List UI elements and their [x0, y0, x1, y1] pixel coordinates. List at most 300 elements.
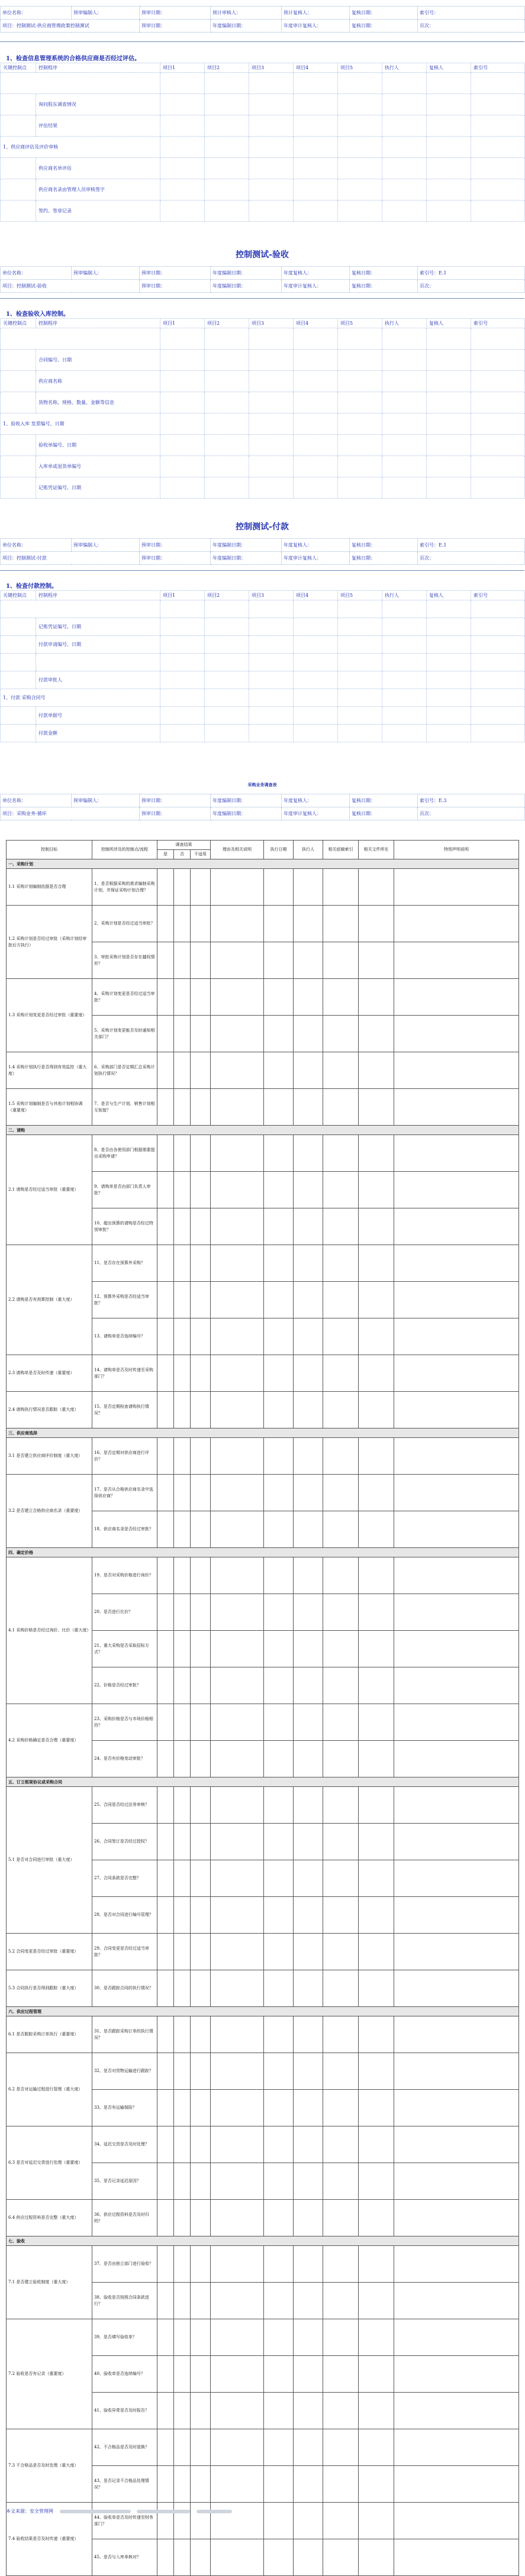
empty-cell[interactable] — [264, 1282, 294, 1318]
empty-cell[interactable] — [394, 1824, 519, 1860]
empty-cell[interactable] — [211, 1318, 264, 1355]
empty-cell[interactable] — [211, 1824, 264, 1860]
empty-cell[interactable] — [211, 2466, 264, 2503]
empty-cell[interactable] — [191, 2539, 211, 2576]
empty-cell[interactable] — [264, 1594, 294, 1631]
empty-cell[interactable] — [394, 1860, 519, 1897]
empty-cell[interactable] — [191, 1511, 211, 1548]
empty-cell[interactable] — [191, 2393, 211, 2429]
empty-cell[interactable] — [211, 2246, 264, 2283]
empty-cell[interactable] — [323, 1052, 359, 1089]
empty-cell[interactable] — [394, 1052, 519, 1089]
empty-cell[interactable] — [191, 2016, 211, 2053]
empty-cell[interactable] — [264, 1631, 294, 1667]
empty-cell[interactable] — [191, 869, 211, 906]
empty-cell[interactable] — [394, 1355, 519, 1392]
empty-cell[interactable] — [211, 1245, 264, 1282]
empty-cell[interactable] — [174, 1594, 191, 1631]
empty-cell[interactable] — [294, 2466, 323, 2503]
empty-cell[interactable] — [211, 1392, 264, 1428]
empty-cell[interactable] — [323, 979, 359, 1016]
empty-cell[interactable] — [157, 2429, 174, 2466]
empty-cell[interactable] — [323, 2503, 359, 2539]
empty-cell[interactable] — [211, 1208, 264, 1245]
empty-cell[interactable] — [294, 906, 323, 942]
empty-cell[interactable] — [174, 1135, 191, 1172]
empty-cell[interactable] — [211, 1511, 264, 1548]
empty-cell[interactable] — [394, 979, 519, 1016]
empty-cell[interactable] — [264, 2356, 294, 2393]
empty-cell[interactable] — [174, 2016, 191, 2053]
empty-cell[interactable] — [191, 942, 211, 979]
empty-cell[interactable] — [264, 869, 294, 906]
empty-cell[interactable] — [174, 2163, 191, 2200]
empty-cell[interactable] — [264, 1667, 294, 1704]
empty-cell[interactable] — [211, 1860, 264, 1897]
empty-cell[interactable] — [191, 1824, 211, 1860]
empty-cell[interactable] — [157, 1355, 174, 1392]
empty-cell[interactable] — [157, 1824, 174, 1860]
empty-cell[interactable] — [174, 1970, 191, 2007]
empty-cell[interactable] — [174, 1824, 191, 1860]
empty-cell[interactable] — [294, 1135, 323, 1172]
empty-cell[interactable] — [211, 1475, 264, 1511]
empty-cell[interactable] — [359, 2429, 394, 2466]
empty-cell[interactable] — [174, 1860, 191, 1897]
empty-cell[interactable] — [174, 1172, 191, 1208]
empty-cell[interactable] — [174, 2539, 191, 2576]
empty-cell[interactable] — [294, 1016, 323, 1052]
empty-cell[interactable] — [264, 1318, 294, 1355]
empty-cell[interactable] — [157, 1511, 174, 1548]
empty-cell[interactable] — [394, 1594, 519, 1631]
empty-cell[interactable] — [264, 1135, 294, 1172]
empty-cell[interactable] — [174, 1704, 191, 1741]
empty-cell[interactable] — [264, 2090, 294, 2126]
empty-cell[interactable] — [264, 906, 294, 942]
empty-cell[interactable] — [359, 1667, 394, 1704]
empty-cell[interactable] — [157, 2393, 174, 2429]
empty-cell[interactable] — [174, 1052, 191, 1089]
empty-cell[interactable] — [359, 2356, 394, 2393]
empty-cell[interactable] — [394, 1557, 519, 1594]
empty-cell[interactable] — [157, 906, 174, 942]
empty-cell[interactable] — [359, 1318, 394, 1355]
empty-cell[interactable] — [394, 1741, 519, 1777]
empty-cell[interactable] — [294, 2319, 323, 2356]
empty-cell[interactable] — [157, 2356, 174, 2393]
empty-cell[interactable] — [191, 1016, 211, 1052]
empty-cell[interactable] — [359, 1824, 394, 1860]
empty-cell[interactable] — [191, 2126, 211, 2163]
empty-cell[interactable] — [323, 2466, 359, 2503]
empty-cell[interactable] — [211, 942, 264, 979]
empty-cell[interactable] — [323, 1475, 359, 1511]
empty-cell[interactable] — [359, 2283, 394, 2319]
empty-cell[interactable] — [211, 1355, 264, 1392]
empty-cell[interactable] — [294, 1052, 323, 1089]
empty-cell[interactable] — [323, 1016, 359, 1052]
empty-cell[interactable] — [359, 1934, 394, 1970]
empty-cell[interactable] — [359, 1594, 394, 1631]
empty-cell[interactable] — [174, 2200, 191, 2236]
empty-cell[interactable] — [323, 1787, 359, 1824]
empty-cell[interactable] — [394, 1970, 519, 2007]
empty-cell[interactable] — [323, 1172, 359, 1208]
empty-cell[interactable] — [174, 1318, 191, 1355]
empty-cell[interactable] — [191, 1631, 211, 1667]
empty-cell[interactable] — [264, 1511, 294, 1548]
empty-cell[interactable] — [211, 1594, 264, 1631]
empty-cell[interactable] — [211, 2090, 264, 2126]
empty-cell[interactable] — [211, 2126, 264, 2163]
empty-cell[interactable] — [394, 2466, 519, 2503]
empty-cell[interactable] — [264, 1860, 294, 1897]
empty-cell[interactable] — [174, 1631, 191, 1667]
empty-cell[interactable] — [294, 1245, 323, 1282]
empty-cell[interactable] — [323, 1741, 359, 1777]
empty-cell[interactable] — [323, 1135, 359, 1172]
empty-cell[interactable] — [394, 2163, 519, 2200]
empty-cell[interactable] — [264, 1355, 294, 1392]
empty-cell[interactable] — [323, 1970, 359, 2007]
empty-cell[interactable] — [294, 2090, 323, 2126]
empty-cell[interactable] — [323, 1934, 359, 1970]
empty-cell[interactable] — [191, 1245, 211, 1282]
empty-cell[interactable] — [191, 1557, 211, 1594]
empty-cell[interactable] — [394, 1438, 519, 1475]
empty-cell[interactable] — [174, 1016, 191, 1052]
empty-cell[interactable] — [191, 1704, 211, 1741]
empty-cell[interactable] — [359, 2503, 394, 2539]
empty-cell[interactable] — [174, 2429, 191, 2466]
empty-cell[interactable] — [394, 1511, 519, 1548]
empty-cell[interactable] — [157, 2053, 174, 2090]
empty-cell[interactable] — [191, 906, 211, 942]
empty-cell[interactable] — [394, 869, 519, 906]
empty-cell[interactable] — [294, 942, 323, 979]
empty-cell[interactable] — [174, 979, 191, 1016]
empty-cell[interactable] — [359, 1511, 394, 1548]
empty-cell[interactable] — [359, 1135, 394, 1172]
empty-cell[interactable] — [174, 2126, 191, 2163]
empty-cell[interactable] — [394, 2246, 519, 2283]
empty-cell[interactable] — [191, 1970, 211, 2007]
empty-cell[interactable] — [191, 1438, 211, 1475]
empty-cell[interactable] — [394, 2016, 519, 2053]
empty-cell[interactable] — [211, 1135, 264, 1172]
empty-cell[interactable] — [394, 2090, 519, 2126]
empty-cell[interactable] — [359, 1208, 394, 1245]
empty-cell[interactable] — [157, 1282, 174, 1318]
empty-cell[interactable] — [211, 1970, 264, 2007]
empty-cell[interactable] — [157, 2283, 174, 2319]
empty-cell[interactable] — [394, 1704, 519, 1741]
empty-cell[interactable] — [394, 2539, 519, 2576]
empty-cell[interactable] — [211, 2163, 264, 2200]
empty-cell[interactable] — [157, 1631, 174, 1667]
empty-cell[interactable] — [294, 1282, 323, 1318]
empty-cell[interactable] — [323, 1282, 359, 1318]
empty-cell[interactable] — [323, 1667, 359, 1704]
empty-cell[interactable] — [174, 1438, 191, 1475]
empty-cell[interactable] — [394, 2319, 519, 2356]
empty-cell[interactable] — [191, 1594, 211, 1631]
empty-cell[interactable] — [323, 1511, 359, 1548]
empty-cell[interactable] — [157, 1245, 174, 1282]
empty-cell[interactable] — [157, 2163, 174, 2200]
empty-cell[interactable] — [323, 2163, 359, 2200]
empty-cell[interactable] — [191, 1392, 211, 1428]
empty-cell[interactable] — [264, 2016, 294, 2053]
empty-cell[interactable] — [359, 1860, 394, 1897]
empty-cell[interactable] — [323, 1824, 359, 1860]
empty-cell[interactable] — [211, 2539, 264, 2576]
empty-cell[interactable] — [323, 906, 359, 942]
empty-cell[interactable] — [323, 2283, 359, 2319]
empty-cell[interactable] — [157, 1594, 174, 1631]
empty-cell[interactable] — [294, 2246, 323, 2283]
empty-cell[interactable] — [394, 2356, 519, 2393]
empty-cell[interactable] — [323, 2356, 359, 2393]
empty-cell[interactable] — [394, 1631, 519, 1667]
empty-cell[interactable] — [174, 2053, 191, 2090]
empty-cell[interactable] — [191, 979, 211, 1016]
empty-cell[interactable] — [323, 2246, 359, 2283]
empty-cell[interactable] — [157, 1970, 174, 2007]
empty-cell[interactable] — [264, 1172, 294, 1208]
empty-cell[interactable] — [174, 1667, 191, 1704]
empty-cell[interactable] — [174, 1475, 191, 1511]
empty-cell[interactable] — [191, 2090, 211, 2126]
empty-cell[interactable] — [191, 1135, 211, 1172]
empty-cell[interactable] — [294, 1557, 323, 1594]
empty-cell[interactable] — [157, 2200, 174, 2236]
empty-cell[interactable] — [359, 2466, 394, 2503]
empty-cell[interactable] — [157, 1934, 174, 1970]
empty-cell[interactable] — [264, 942, 294, 979]
empty-cell[interactable] — [359, 1897, 394, 1934]
empty-cell[interactable] — [211, 1631, 264, 1667]
empty-cell[interactable] — [294, 1741, 323, 1777]
empty-cell[interactable] — [323, 2539, 359, 2576]
empty-cell[interactable] — [174, 1741, 191, 1777]
empty-cell[interactable] — [174, 2246, 191, 2283]
empty-cell[interactable] — [323, 1355, 359, 1392]
empty-cell[interactable] — [211, 1934, 264, 1970]
empty-cell[interactable] — [359, 1245, 394, 1282]
empty-cell[interactable] — [157, 1860, 174, 1897]
empty-cell[interactable] — [211, 906, 264, 942]
empty-cell[interactable] — [359, 979, 394, 1016]
empty-cell[interactable] — [191, 1052, 211, 1089]
empty-cell[interactable] — [264, 2539, 294, 2576]
empty-cell[interactable] — [394, 1392, 519, 1428]
empty-cell[interactable] — [359, 942, 394, 979]
empty-cell[interactable] — [394, 1135, 519, 1172]
empty-cell[interactable] — [359, 1392, 394, 1428]
empty-cell[interactable] — [394, 2200, 519, 2236]
empty-cell[interactable] — [359, 1172, 394, 1208]
empty-cell[interactable] — [394, 1475, 519, 1511]
empty-cell[interactable] — [294, 2016, 323, 2053]
empty-cell[interactable] — [294, 2053, 323, 2090]
empty-cell[interactable] — [394, 2283, 519, 2319]
empty-cell[interactable] — [359, 2090, 394, 2126]
empty-cell[interactable] — [157, 1897, 174, 1934]
empty-cell[interactable] — [264, 1824, 294, 1860]
empty-cell[interactable] — [394, 1172, 519, 1208]
empty-cell[interactable] — [174, 1208, 191, 1245]
empty-cell[interactable] — [294, 1089, 323, 1126]
empty-cell[interactable] — [359, 2393, 394, 2429]
empty-cell[interactable] — [264, 1052, 294, 1089]
empty-cell[interactable] — [294, 1667, 323, 1704]
empty-cell[interactable] — [323, 2090, 359, 2126]
empty-cell[interactable] — [174, 2319, 191, 2356]
empty-cell[interactable] — [294, 1355, 323, 1392]
empty-cell[interactable] — [394, 906, 519, 942]
empty-cell[interactable] — [264, 1741, 294, 1777]
empty-cell[interactable] — [211, 2319, 264, 2356]
empty-cell[interactable] — [394, 1282, 519, 1318]
empty-cell[interactable] — [191, 2466, 211, 2503]
empty-cell[interactable] — [191, 2356, 211, 2393]
empty-cell[interactable] — [157, 2126, 174, 2163]
empty-cell[interactable] — [191, 1172, 211, 1208]
empty-cell[interactable] — [294, 2126, 323, 2163]
empty-cell[interactable] — [359, 2319, 394, 2356]
empty-cell[interactable] — [211, 2016, 264, 2053]
empty-cell[interactable] — [294, 2356, 323, 2393]
empty-cell[interactable] — [359, 1475, 394, 1511]
empty-cell[interactable] — [157, 2090, 174, 2126]
empty-cell[interactable] — [211, 1089, 264, 1126]
empty-cell[interactable] — [264, 1787, 294, 1824]
empty-cell[interactable] — [264, 1704, 294, 1741]
empty-cell[interactable] — [264, 1897, 294, 1934]
empty-cell[interactable] — [294, 1318, 323, 1355]
empty-cell[interactable] — [157, 1741, 174, 1777]
empty-cell[interactable] — [359, 2539, 394, 2576]
empty-cell[interactable] — [294, 1438, 323, 1475]
empty-cell[interactable] — [294, 1594, 323, 1631]
empty-cell[interactable] — [191, 2163, 211, 2200]
empty-cell[interactable] — [157, 1135, 174, 1172]
empty-cell[interactable] — [323, 2319, 359, 2356]
empty-cell[interactable] — [294, 1475, 323, 1511]
empty-cell[interactable] — [264, 1208, 294, 1245]
empty-cell[interactable] — [174, 1089, 191, 1126]
empty-cell[interactable] — [294, 2503, 323, 2539]
empty-cell[interactable] — [359, 2200, 394, 2236]
empty-cell[interactable] — [157, 1016, 174, 1052]
empty-cell[interactable] — [264, 1438, 294, 1475]
empty-cell[interactable] — [264, 1016, 294, 1052]
empty-cell[interactable] — [294, 869, 323, 906]
empty-cell[interactable] — [394, 2053, 519, 2090]
empty-cell[interactable] — [359, 2016, 394, 2053]
empty-cell[interactable] — [323, 1208, 359, 1245]
empty-cell[interactable] — [191, 2283, 211, 2319]
empty-cell[interactable] — [359, 1631, 394, 1667]
empty-cell[interactable] — [264, 2283, 294, 2319]
empty-cell[interactable] — [359, 1787, 394, 1824]
empty-cell[interactable] — [294, 1631, 323, 1667]
empty-cell[interactable] — [294, 1392, 323, 1428]
empty-cell[interactable] — [191, 1318, 211, 1355]
empty-cell[interactable] — [294, 1208, 323, 1245]
empty-cell[interactable] — [323, 1631, 359, 1667]
empty-cell[interactable] — [294, 2283, 323, 2319]
empty-cell[interactable] — [157, 1052, 174, 1089]
empty-cell[interactable] — [359, 869, 394, 906]
empty-cell[interactable] — [211, 1667, 264, 1704]
empty-cell[interactable] — [211, 2053, 264, 2090]
empty-cell[interactable] — [359, 906, 394, 942]
empty-cell[interactable] — [211, 869, 264, 906]
empty-cell[interactable] — [174, 1282, 191, 1318]
empty-cell[interactable] — [191, 2053, 211, 2090]
empty-cell[interactable] — [264, 1557, 294, 1594]
empty-cell[interactable] — [264, 2126, 294, 2163]
empty-cell[interactable] — [157, 942, 174, 979]
empty-cell[interactable] — [294, 2393, 323, 2429]
empty-cell[interactable] — [323, 2429, 359, 2466]
empty-cell[interactable] — [323, 942, 359, 979]
empty-cell[interactable] — [359, 2163, 394, 2200]
empty-cell[interactable] — [323, 1089, 359, 1126]
empty-cell[interactable] — [157, 1318, 174, 1355]
empty-cell[interactable] — [157, 2246, 174, 2283]
empty-cell[interactable] — [157, 1172, 174, 1208]
empty-cell[interactable] — [211, 1052, 264, 1089]
empty-cell[interactable] — [174, 2393, 191, 2429]
empty-cell[interactable] — [174, 1897, 191, 1934]
empty-cell[interactable] — [157, 1208, 174, 1245]
empty-cell[interactable] — [294, 1970, 323, 2007]
empty-cell[interactable] — [157, 1667, 174, 1704]
empty-cell[interactable] — [394, 1787, 519, 1824]
empty-cell[interactable] — [264, 979, 294, 1016]
empty-cell[interactable] — [394, 942, 519, 979]
empty-cell[interactable] — [294, 1860, 323, 1897]
empty-cell[interactable] — [157, 1557, 174, 1594]
empty-cell[interactable] — [323, 1318, 359, 1355]
empty-cell[interactable] — [359, 1741, 394, 1777]
empty-cell[interactable] — [174, 2090, 191, 2126]
empty-cell[interactable] — [394, 1089, 519, 1126]
empty-cell[interactable] — [211, 1282, 264, 1318]
empty-cell[interactable] — [264, 2319, 294, 2356]
empty-cell[interactable] — [174, 906, 191, 942]
empty-cell[interactable] — [359, 1557, 394, 1594]
empty-cell[interactable] — [359, 2246, 394, 2283]
empty-cell[interactable] — [394, 1016, 519, 1052]
empty-cell[interactable] — [174, 2283, 191, 2319]
empty-cell[interactable] — [323, 1438, 359, 1475]
empty-cell[interactable] — [264, 1475, 294, 1511]
empty-cell[interactable] — [174, 1934, 191, 1970]
empty-cell[interactable] — [394, 2503, 519, 2539]
empty-cell[interactable] — [359, 1052, 394, 1089]
empty-cell[interactable] — [211, 1438, 264, 1475]
empty-cell[interactable] — [394, 2429, 519, 2466]
empty-cell[interactable] — [294, 2539, 323, 2576]
empty-cell[interactable] — [157, 1438, 174, 1475]
empty-cell[interactable] — [174, 1355, 191, 1392]
empty-cell[interactable] — [211, 1016, 264, 1052]
